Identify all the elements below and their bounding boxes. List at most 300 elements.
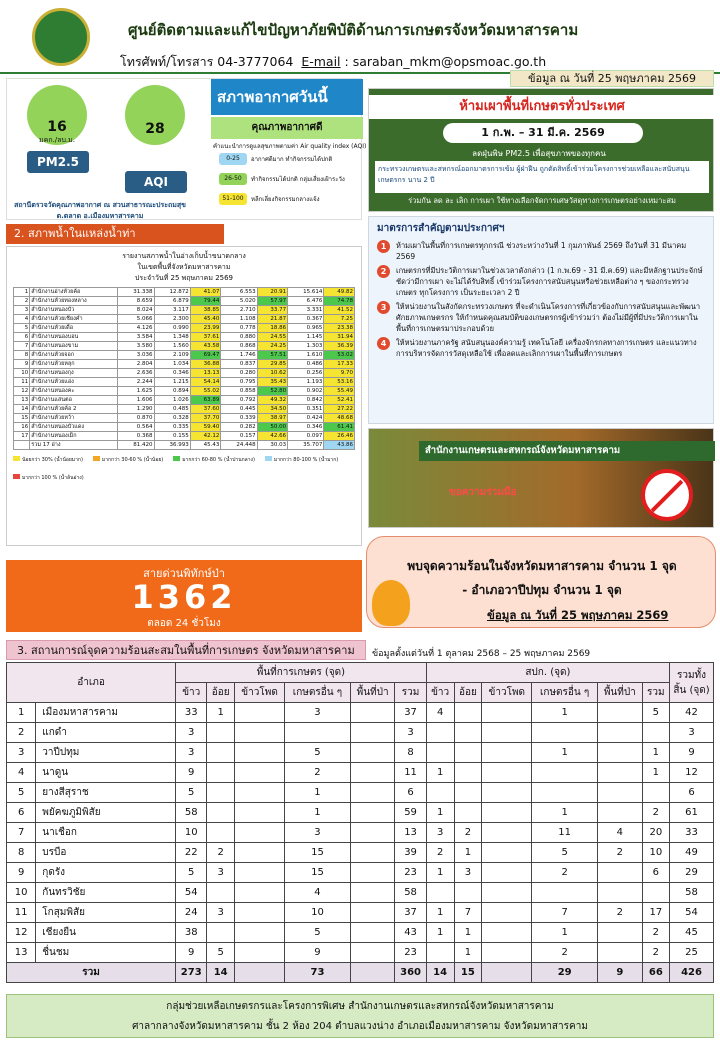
total-row [7, 963, 714, 983]
hotspot-cell: 1 [642, 743, 669, 763]
measure-item [377, 301, 705, 334]
total-cell: 14 [426, 963, 454, 983]
no-fire-icon [641, 469, 693, 521]
hotspot-cell: 9 [176, 943, 207, 963]
hotspot-cell [350, 723, 395, 743]
fire-mascot-icon [372, 580, 410, 626]
water-cell: 6.476 [288, 297, 324, 306]
hotspot-cell [597, 883, 642, 903]
col-amphoe: อำเภอ [7, 663, 176, 703]
hotspot-cell [454, 703, 482, 723]
subcol-header: อ้อย [454, 683, 482, 703]
hotspot-table [6, 662, 714, 983]
water-cell: 27.22 [324, 405, 355, 414]
water-subtitle: ในเขตพื้นที่จังหวัดมหาสารคาม [137, 263, 231, 271]
hotspot-cell: 1 [285, 783, 351, 803]
hotspot-cell: 9 [670, 743, 714, 763]
measure-item [377, 240, 705, 262]
aqi-legend-row [219, 193, 359, 205]
water-cell: 17 [14, 432, 30, 441]
water-total-cell: รวม 17 อ่าง [30, 441, 118, 450]
hotspot-cell: 23 [395, 863, 426, 883]
water-cell: 5 [14, 324, 30, 333]
hotspot-cell [350, 783, 395, 803]
water-row [14, 342, 355, 351]
hotspot-cell: 29 [670, 863, 714, 883]
water-cell: 0.155 [154, 432, 190, 441]
hotspot-cell [642, 783, 669, 803]
total-cell: 9 [597, 963, 642, 983]
water-cell: 24.55 [257, 333, 288, 342]
water-cell: 0.346 [288, 423, 324, 432]
water-cell: 45.40 [190, 315, 221, 324]
hotspot-cell: 12 [7, 923, 36, 943]
table-row [7, 783, 714, 803]
amphoe-name: ชื่นชม [36, 943, 176, 963]
hotspot-cell: 5 [285, 923, 351, 943]
measure-item [377, 337, 705, 359]
water-cell: 1.746 [221, 351, 257, 360]
hotspot-cell: 8 [395, 743, 426, 763]
hotspot-cell [482, 883, 532, 903]
water-cell: 36.39 [324, 342, 355, 351]
hotspot-cell [597, 803, 642, 823]
hotspot-cell: 6 [395, 783, 426, 803]
hotspot-cell: 49 [670, 843, 714, 863]
water-cell: 0.485 [154, 405, 190, 414]
water-cell: 4 [14, 315, 30, 324]
water-cell: 10 [14, 369, 30, 378]
reservoir-name: สำนักงานห้วยแอ่ง [30, 378, 118, 387]
hotspot-cell [532, 723, 598, 743]
hotspot-cell [234, 723, 284, 743]
hotspot-cell: 3 [207, 863, 235, 883]
reservoir-name: สำนักงานหนองคะ [30, 387, 118, 396]
water-legend-item: มากกว่า 30-60 % (น้ำน้อย) [93, 456, 163, 464]
water-cell: 31.94 [324, 333, 355, 342]
water-cell: 1.034 [154, 360, 190, 369]
subcol-header: ข้าวโพด [482, 683, 532, 703]
hotspot-cell: 1 [285, 803, 351, 823]
reservoir-name: สำนักงานห้วยเดื่อ [30, 324, 118, 333]
water-cell: 33.77 [257, 306, 288, 315]
water-total-cell: 30.03 [257, 441, 288, 450]
hotspot-cell: 15 [285, 843, 351, 863]
water-cell: 6 [14, 333, 30, 342]
hotspot-cell: 20 [642, 823, 669, 843]
subcol-header: พื้นที่ป่า [597, 683, 642, 703]
aqi-advice: หลีกเลี่ยงกิจกรรมกลางแจ้ง [251, 196, 320, 203]
water-cell: 38.97 [257, 414, 288, 423]
air-quality-status: คุณภาพอากาศดี [211, 117, 363, 139]
page-title: ศูนย์ติดตามและแก้ไขปัญหาภัยพิบัติด้านการเกษตรจังหวัดมหาสารคาม [128, 21, 579, 39]
hotspot-cell: 7 [532, 903, 598, 923]
water-legend [13, 456, 361, 482]
water-cell: 23.99 [190, 324, 221, 333]
hotspot-cell: 1 [532, 703, 598, 723]
hotspot-cell: 3 [176, 743, 207, 763]
hotspot-cell: 13 [7, 943, 36, 963]
aqi-guide: คำแนะนำการดูแลสุขภาพตามค่า Air quality index (AQI) [213, 143, 367, 150]
water-cell: 37.60 [190, 405, 221, 414]
org-logo [32, 8, 90, 66]
hotspot-cell [597, 943, 642, 963]
water-total-cell [14, 441, 30, 450]
aqi-range: 51-100 [219, 193, 247, 205]
hotspot-cell [234, 743, 284, 763]
hotspot-cell: 24 [176, 903, 207, 923]
hotspot-cell [454, 883, 482, 903]
water-cell: 23.38 [324, 324, 355, 333]
water-cell: 11 [14, 378, 30, 387]
water-cell: 4.126 [118, 324, 154, 333]
water-cell: 2.710 [221, 306, 257, 315]
hotspot-cell: 3 [285, 823, 351, 843]
water-cell: 1.606 [118, 396, 154, 405]
total-cell: 66 [642, 963, 669, 983]
burn-ban-date: 1 ก.พ. – 31 มี.ค. 2569 [443, 123, 643, 143]
hotspot-cell [207, 883, 235, 903]
water-cell: 0.778 [221, 324, 257, 333]
hotspot-cell: 5 [176, 863, 207, 883]
total-cell: 15 [454, 963, 482, 983]
hotspot-cell: 1 [532, 803, 598, 823]
hotspot-cell [482, 823, 532, 843]
hotspot-cell [642, 723, 669, 743]
station-text: สถานีตรวจวัดคุณภาพอากาศ ณ สวนสาธารณะประถมสุข ต.ตลาด อ.เมืองมหาสารคาม [14, 201, 186, 220]
hotspot-cell [426, 723, 454, 743]
water-section-header: 2. สภาพน้ำในแหล่งน้ำท่า [6, 224, 224, 244]
water-cell: 35.43 [257, 378, 288, 387]
hotspot-cell: 1 [426, 803, 454, 823]
hotspot-cell: 1 [454, 923, 482, 943]
water-cell: 1.560 [154, 342, 190, 351]
hotspot-cell: 2 [642, 923, 669, 943]
hotspot-cell: 1 [426, 863, 454, 883]
table-row [7, 863, 714, 883]
water-row [14, 297, 355, 306]
hotspot-cell [426, 943, 454, 963]
hotspot-cell: 37 [395, 903, 426, 923]
subcol-header: รวม [395, 683, 426, 703]
hotspot-cell: 17 [642, 903, 669, 923]
hotspot-cell [350, 843, 395, 863]
water-cell: 41.52 [324, 306, 355, 315]
measures-title: มาตรการสำคัญตามประกาศฯ [377, 223, 505, 234]
hotspot-cell [234, 803, 284, 823]
measure-item [377, 265, 705, 298]
water-cell: 34.50 [257, 405, 288, 414]
hotspot-cell [597, 923, 642, 943]
measure-number: 1 [377, 240, 390, 253]
measure-number: 3 [377, 301, 390, 314]
hotspot-cell: 5 [532, 843, 598, 863]
total-cell: 360 [395, 963, 426, 983]
water-cell: 18.86 [257, 324, 288, 333]
water-cell: 12 [14, 387, 30, 396]
reservoir-name: สำนักงานห้วยจอก [30, 351, 118, 360]
hotspot-cell [350, 703, 395, 723]
hotspot-cell: 1 [207, 703, 235, 723]
reservoir-name: สำนักงานหนองกุง [30, 369, 118, 378]
total-cell: 426 [670, 963, 714, 983]
water-cell: 0.842 [288, 396, 324, 405]
hotspot-cell: 2 [285, 763, 351, 783]
water-row [14, 405, 355, 414]
water-cell: 31.338 [118, 288, 154, 297]
water-cell: 15 [14, 414, 30, 423]
hotspot-cell: 1 [532, 743, 598, 763]
water-cell: 0.837 [221, 360, 257, 369]
water-cell: 0.445 [221, 405, 257, 414]
hotspot-cell [426, 783, 454, 803]
water-cell: 36.88 [190, 360, 221, 369]
hotline-number[interactable]: 1362 [131, 578, 237, 616]
amphoe-name: บรบือ [36, 843, 176, 863]
hotspot-cell [454, 723, 482, 743]
total-cell [482, 963, 532, 983]
cooperation-text: ขอความร่วมมือ [449, 487, 517, 498]
amphoe-name: แกดำ [36, 723, 176, 743]
water-cell: 29.85 [257, 360, 288, 369]
water-cell: 5.020 [221, 297, 257, 306]
burn-ban-info: กระทรวงเกษตรและสหกรณ์ออกมาตรการเข้ม ผู้ฝ่าฝืน ถูกตัดสิทธิ์เข้าร่วมโครงการช่วยเหลือและสนับสนุนเกษตรกร นาน 2 ปี [375, 161, 709, 193]
water-cell: 59.40 [190, 423, 221, 432]
water-cell: 6.553 [221, 288, 257, 297]
hotspot-cell: 5 [7, 783, 36, 803]
hotspot-cell [350, 883, 395, 903]
water-report [6, 246, 362, 546]
legend-swatch [265, 456, 272, 461]
hotspot-cell: 1 [426, 923, 454, 943]
water-cell: 1.303 [288, 342, 324, 351]
water-cell: 55.49 [324, 387, 355, 396]
water-date: ประจำวันที่ 25 พฤษภาคม 2569 [134, 274, 234, 282]
hotspot-cell: 2 [642, 943, 669, 963]
amphoe-name: เมืองมหาสารคาม [36, 703, 176, 723]
hotspot-cell [207, 803, 235, 823]
hotspot-cell: 2 [7, 723, 36, 743]
water-cell: 12.872 [154, 288, 190, 297]
reservoir-name: สำนักงานอ่างห้วยค้อ [30, 288, 118, 297]
water-cell: 13 [14, 396, 30, 405]
water-cell: 53.16 [324, 378, 355, 387]
water-cell: 0.902 [288, 387, 324, 396]
amphoe-name: นาเชือก [36, 823, 176, 843]
water-row [14, 387, 355, 396]
water-cell: 61.41 [324, 423, 355, 432]
aqi-range: 0-25 [219, 153, 247, 165]
water-cell: 0.868 [221, 342, 257, 351]
hotspot-cell [207, 783, 235, 803]
hotspot-cell [482, 763, 532, 783]
hotspot-cell: 5 [207, 943, 235, 963]
water-cell: 20.91 [257, 288, 288, 297]
hotspot-cell: 6 [670, 783, 714, 803]
hotspot-cell [234, 863, 284, 883]
water-legend-item: มากกว่า 80-100 % (น้ำมาก) [265, 456, 338, 464]
water-cell: 1 [14, 288, 30, 297]
hotspot-cell [350, 863, 395, 883]
measure-text: เกษตรกรที่มีประวัติการเผาในช่วงเวลาดังกล่าว (1 ก.พ.69 - 31 มี.ค.69) และมีหลักฐานประจักษ์ชัดว่ามีการเผา จะไม่ได้รับสิทธิ์ เข้าร่วมโครงการสนับสนุนหรือช่วยเหลือต่าง ๆ ของกระทรวงเกษตร ทุกโครงการ เป็นระยะเวลา 2 ปี [396, 266, 703, 297]
legend-swatch [13, 474, 20, 479]
hotspot-cell [454, 803, 482, 823]
water-cell: 57.51 [257, 351, 288, 360]
hotspot-date-range: ข้อมูลตั้งแต่วันที่ 1 ตุลาคม 2568 – 25 พฤษภาคม 2569 [372, 649, 591, 659]
hotspot-cell [482, 843, 532, 863]
reservoir-name: สำนักงานแสนตอ [30, 396, 118, 405]
water-cell: 0.351 [288, 405, 324, 414]
water-total-cell: 45.43 [190, 441, 221, 450]
hotspot-cell: 1 [426, 903, 454, 923]
water-cell: 57.97 [257, 297, 288, 306]
subcol-header: ข้าว [176, 683, 207, 703]
col-agri: พื้นที่การเกษตร (จุด) [176, 663, 427, 683]
amphoe-name: วาปีปทุม [36, 743, 176, 763]
hotspot-cell: 7 [7, 823, 36, 843]
water-title: รายงานสภาพน้ำในอ่างเก็บน้ำขนาดกลาง [122, 252, 246, 260]
hotspot-cell [482, 743, 532, 763]
amphoe-name: พยัคฆภูมิพิสัย [36, 803, 176, 823]
water-cell: 1.610 [288, 351, 324, 360]
amphoe-name: โกสุมพิสัย [36, 903, 176, 923]
hotspot-cell [207, 923, 235, 943]
hotspot-cell [482, 943, 532, 963]
footer-line-1: กลุ่มช่วยเหลือเกษตรกรและโครงการพิเศษ สำนักงานเกษตรและสหกรณ์จังหวัดมหาสารคาม [166, 1001, 554, 1012]
water-cell: 3.117 [154, 306, 190, 315]
water-cell: 9 [14, 360, 30, 369]
pm25-value: 16 [47, 119, 67, 135]
water-cell: 0.339 [221, 414, 257, 423]
hotspot-cell [454, 783, 482, 803]
air-quality-panel [6, 78, 367, 220]
water-cell: 0.346 [154, 369, 190, 378]
water-cell: 0.894 [154, 387, 190, 396]
hotspot-cell: 3 [7, 743, 36, 763]
email-text[interactable]: : saraban_mkm@opsmoac.go.th [344, 54, 547, 69]
water-row [14, 432, 355, 441]
hotspot-cell [234, 923, 284, 943]
hotspot-date: ข้อมูล ณ วันที่ 25 พฤษภาคม 2569 [487, 608, 669, 622]
water-cell: 8.659 [118, 297, 154, 306]
hotspot-cell [482, 923, 532, 943]
subcol-header: พื้นที่ป่า [350, 683, 395, 703]
reservoir-name: สำนักงานห้วยทองหลาง [30, 297, 118, 306]
hotspot-cell: 38 [176, 923, 207, 943]
hotspot-cell: 3 [454, 863, 482, 883]
table-row [7, 803, 714, 823]
reservoir-name: สำนักงานหนองบัว [30, 306, 118, 315]
hotspot-cell: 59 [395, 803, 426, 823]
phone-text: โทรศัพท์/โทรสาร 04-3777064 [120, 54, 294, 69]
total-cell: 73 [285, 963, 351, 983]
water-row [14, 369, 355, 378]
hotspot-cell [482, 703, 532, 723]
water-cell: 2.636 [118, 369, 154, 378]
hotspot-cell: 2 [207, 843, 235, 863]
water-row [14, 288, 355, 297]
hotspot-cell: 10 [642, 843, 669, 863]
hotspot-cell [482, 723, 532, 743]
hotspot-cell [532, 883, 598, 903]
hotspot-cell: 2 [597, 843, 642, 863]
hotspot-cell [350, 743, 395, 763]
water-cell: 54.14 [190, 378, 221, 387]
hotspot-cell [207, 823, 235, 843]
subcol-header: เกษตรอื่น ๆ [532, 683, 598, 703]
aqi-advice: อากาศดีมาก ทำกิจกรรมได้ปกติ [251, 156, 333, 163]
hotspot-cell [350, 763, 395, 783]
table-row [7, 763, 714, 783]
reservoir-name: สำนักงานห้วยหว้า [30, 414, 118, 423]
hotspot-cell [454, 763, 482, 783]
water-cell: 15.614 [288, 288, 324, 297]
amphoe-name: เชียงยืน [36, 923, 176, 943]
hotspot-cell [234, 823, 284, 843]
water-row [14, 351, 355, 360]
hotspot-cell: 58 [176, 803, 207, 823]
water-cell: 50.00 [257, 423, 288, 432]
water-total-row [14, 441, 355, 450]
hotspot-cell: 13 [395, 823, 426, 843]
hotspot-cell: 2 [454, 823, 482, 843]
water-cell: 69.47 [190, 351, 221, 360]
hotspot-cell: 39 [395, 843, 426, 863]
hotspot-cell: 2 [532, 943, 598, 963]
table-row [7, 743, 714, 763]
water-row [14, 333, 355, 342]
hotspot-cell: 37 [395, 703, 426, 723]
amphoe-name: นาดูน [36, 763, 176, 783]
hotspot-cell [597, 703, 642, 723]
total-cell: รวม [7, 963, 176, 983]
hotspot-cell: 22 [176, 843, 207, 863]
table-row [7, 723, 714, 743]
hotspot-cell [207, 763, 235, 783]
water-cell: 0.486 [288, 360, 324, 369]
water-cell: 10.62 [257, 369, 288, 378]
water-cell: 0.097 [288, 432, 324, 441]
subcol-header: รวม [642, 683, 669, 703]
water-cell: 3.580 [118, 342, 154, 351]
hotspot-cell: 1 [454, 943, 482, 963]
hotspot-cell: 2 [642, 803, 669, 823]
subcol-header: อ้อย [207, 683, 235, 703]
hotline-banner [6, 560, 362, 632]
water-cell: 7.25 [324, 315, 355, 324]
water-cell: 0.157 [221, 432, 257, 441]
hotspot-cell: 3 [670, 723, 714, 743]
water-cell: 8 [14, 351, 30, 360]
water-table [13, 287, 355, 450]
hotspot-cell [234, 943, 284, 963]
legend-swatch [93, 456, 100, 461]
water-cell: 0.564 [118, 423, 154, 432]
hotspot-cell: 25 [670, 943, 714, 963]
water-cell: 2 [14, 297, 30, 306]
water-cell: 52.80 [257, 387, 288, 396]
water-row [14, 396, 355, 405]
water-cell: 43.58 [190, 342, 221, 351]
water-cell: 1.625 [118, 387, 154, 396]
water-cell: 1.290 [118, 405, 154, 414]
aqi-range: 26-50 [219, 173, 247, 185]
hotspot-cell: 45 [670, 923, 714, 943]
hotspot-cell [482, 803, 532, 823]
email-label: E-mail [301, 54, 341, 69]
water-total-cell: 81.420 [118, 441, 154, 450]
hotspot-cell: 3 [285, 703, 351, 723]
